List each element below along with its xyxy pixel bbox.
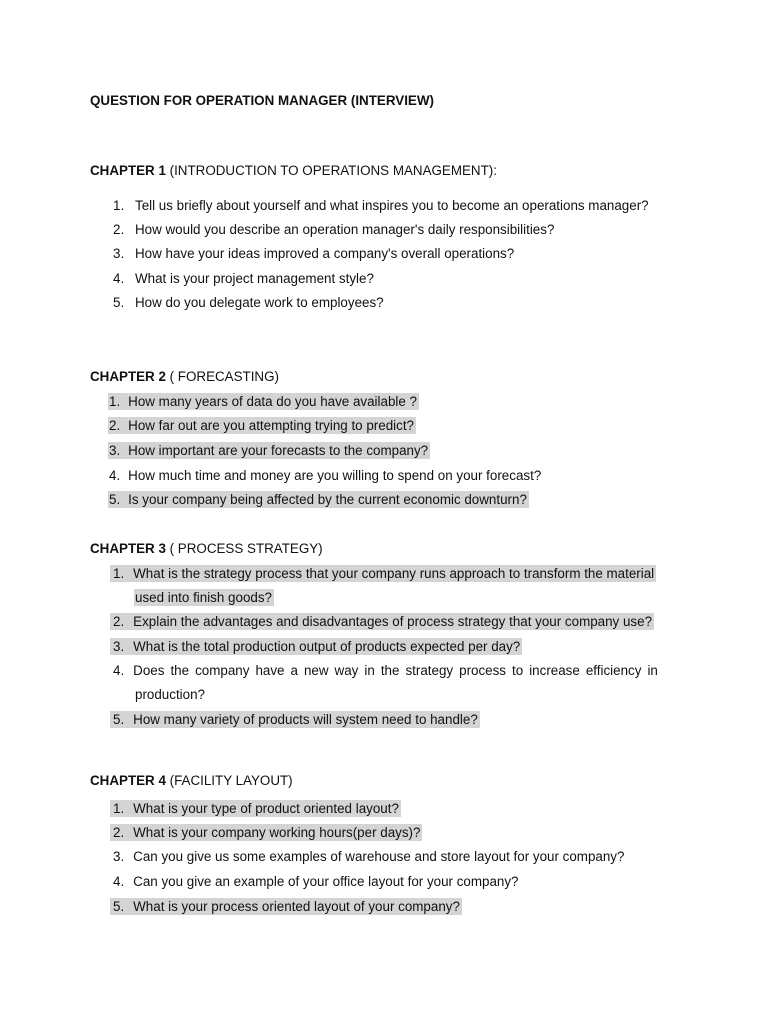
item-number: 5. (109, 492, 121, 507)
list-item-continuation (135, 687, 205, 702)
item-number: 4. (113, 874, 125, 889)
highlight (108, 491, 529, 508)
question-text-continued: production? (135, 687, 205, 702)
list-item (110, 613, 654, 630)
list-item (108, 491, 529, 508)
list-item (113, 849, 624, 864)
list-item (108, 417, 416, 434)
highlight (108, 393, 419, 410)
list-item-continuation (134, 589, 274, 606)
item-number: 2. (113, 614, 125, 629)
chapter-subtitle: ( PROCESS STRATEGY) (165, 541, 323, 556)
item-number: 3. (113, 246, 125, 261)
highlight (110, 565, 656, 582)
chapter-4 (90, 773, 293, 788)
question-text: Is your company being affected by the current economic downturn? (128, 492, 527, 507)
chapter-subtitle: ( FORECASTING) (165, 369, 279, 384)
question-text: What is your type of product oriented layout? (133, 801, 399, 816)
list-item (110, 711, 480, 728)
question-text: What is the total production output of products expected per day? (133, 639, 521, 654)
chapter-heading (90, 773, 293, 788)
chapter-label: CHAPTER 4 (90, 773, 166, 788)
list-item (110, 898, 462, 915)
list-item (108, 467, 543, 484)
highlight (110, 800, 401, 817)
list-item (110, 800, 401, 817)
item-number: 1. (113, 801, 125, 816)
question-text: Explain the advantages and disadvantages of process strategy that your company use? (133, 614, 653, 629)
chapter-label: CHAPTER 1 (90, 163, 166, 178)
item-number: 1. (113, 566, 125, 581)
list-item (113, 222, 554, 237)
item-number: 4. (113, 271, 125, 286)
chapter-3 (90, 541, 323, 556)
document-title: QUESTION FOR OPERATION MANAGER (INTERVIEW) (90, 93, 434, 108)
question-text: How far out are you attempting trying to predict? (128, 418, 414, 433)
highlight (110, 898, 462, 915)
chapter-label: CHAPTER 2 (90, 369, 166, 384)
chapter-subtitle: (FACILITY LAYOUT) (165, 773, 293, 788)
item-number: 3. (113, 639, 125, 654)
chapter-2 (90, 369, 279, 384)
question-text: What is your company working hours(per days)? (133, 825, 421, 840)
question-text: Does the company have a new way in the strategy process to increase efficiency in (133, 663, 658, 678)
item-number: 3. (113, 849, 125, 864)
highlight (108, 417, 416, 434)
item-number: 5. (113, 712, 125, 727)
question-text: How many years of data do you have available ? (128, 394, 417, 409)
item-number: 1. (109, 394, 121, 409)
list-item (110, 565, 656, 582)
question-text: What is the strategy process that your company runs approach to transform the material (133, 566, 655, 581)
question-text: Can you give an example of your office layout for your company? (133, 874, 519, 889)
question-text: How would you describe an operation manager's daily responsibilities? (135, 222, 555, 237)
item-number: 3. (109, 443, 121, 458)
chapter-label: CHAPTER 3 (90, 541, 166, 556)
item-number: 2. (109, 418, 121, 433)
highlight (110, 638, 522, 655)
item-number: 5. (113, 295, 125, 310)
question-text: What is your process oriented layout of your company? (133, 899, 460, 914)
chapter-1 (90, 163, 497, 178)
highlight (110, 613, 654, 630)
item-number: 4. (113, 663, 125, 678)
highlight: used into finish goods? (135, 590, 272, 605)
chapter-heading (90, 541, 323, 556)
question-text: How important are your forecasts to the company? (128, 443, 429, 458)
chapter-heading (90, 369, 279, 384)
question-text: Tell us briefly about yourself and what inspires you to become an operations manager? (135, 198, 649, 213)
question-text: How have your ideas improved a company's overall operations? (135, 246, 515, 261)
list-item (113, 663, 658, 678)
list-item (113, 874, 519, 889)
item-number: 2. (113, 222, 125, 237)
list-item (108, 393, 419, 410)
item-number: 5. (113, 899, 125, 914)
highlight (110, 711, 480, 728)
list-item (113, 198, 649, 213)
list-item (113, 271, 374, 286)
question-text: Can you give us some examples of warehouse and store layout for your company? (133, 849, 625, 864)
list-item (113, 246, 514, 261)
question-text: How many variety of products will system need to handle? (133, 712, 478, 727)
question-text: What is your project management style? (135, 271, 374, 286)
question-text: How much time and money are you willing to spend on your forecast? (128, 468, 542, 483)
item-number: 2. (113, 825, 125, 840)
list-item (108, 442, 430, 459)
item-number: 1. (113, 198, 125, 213)
chapter-subtitle: (INTRODUCTION TO OPERATIONS MANAGEMENT): (165, 163, 497, 178)
highlight (108, 442, 430, 459)
list-item (110, 824, 422, 841)
list-item (113, 295, 384, 310)
highlight (110, 824, 422, 841)
item-number: 4. (109, 468, 121, 483)
question-text: How do you delegate work to employees? (135, 295, 384, 310)
list-item (110, 638, 522, 655)
chapter-heading (90, 163, 497, 178)
